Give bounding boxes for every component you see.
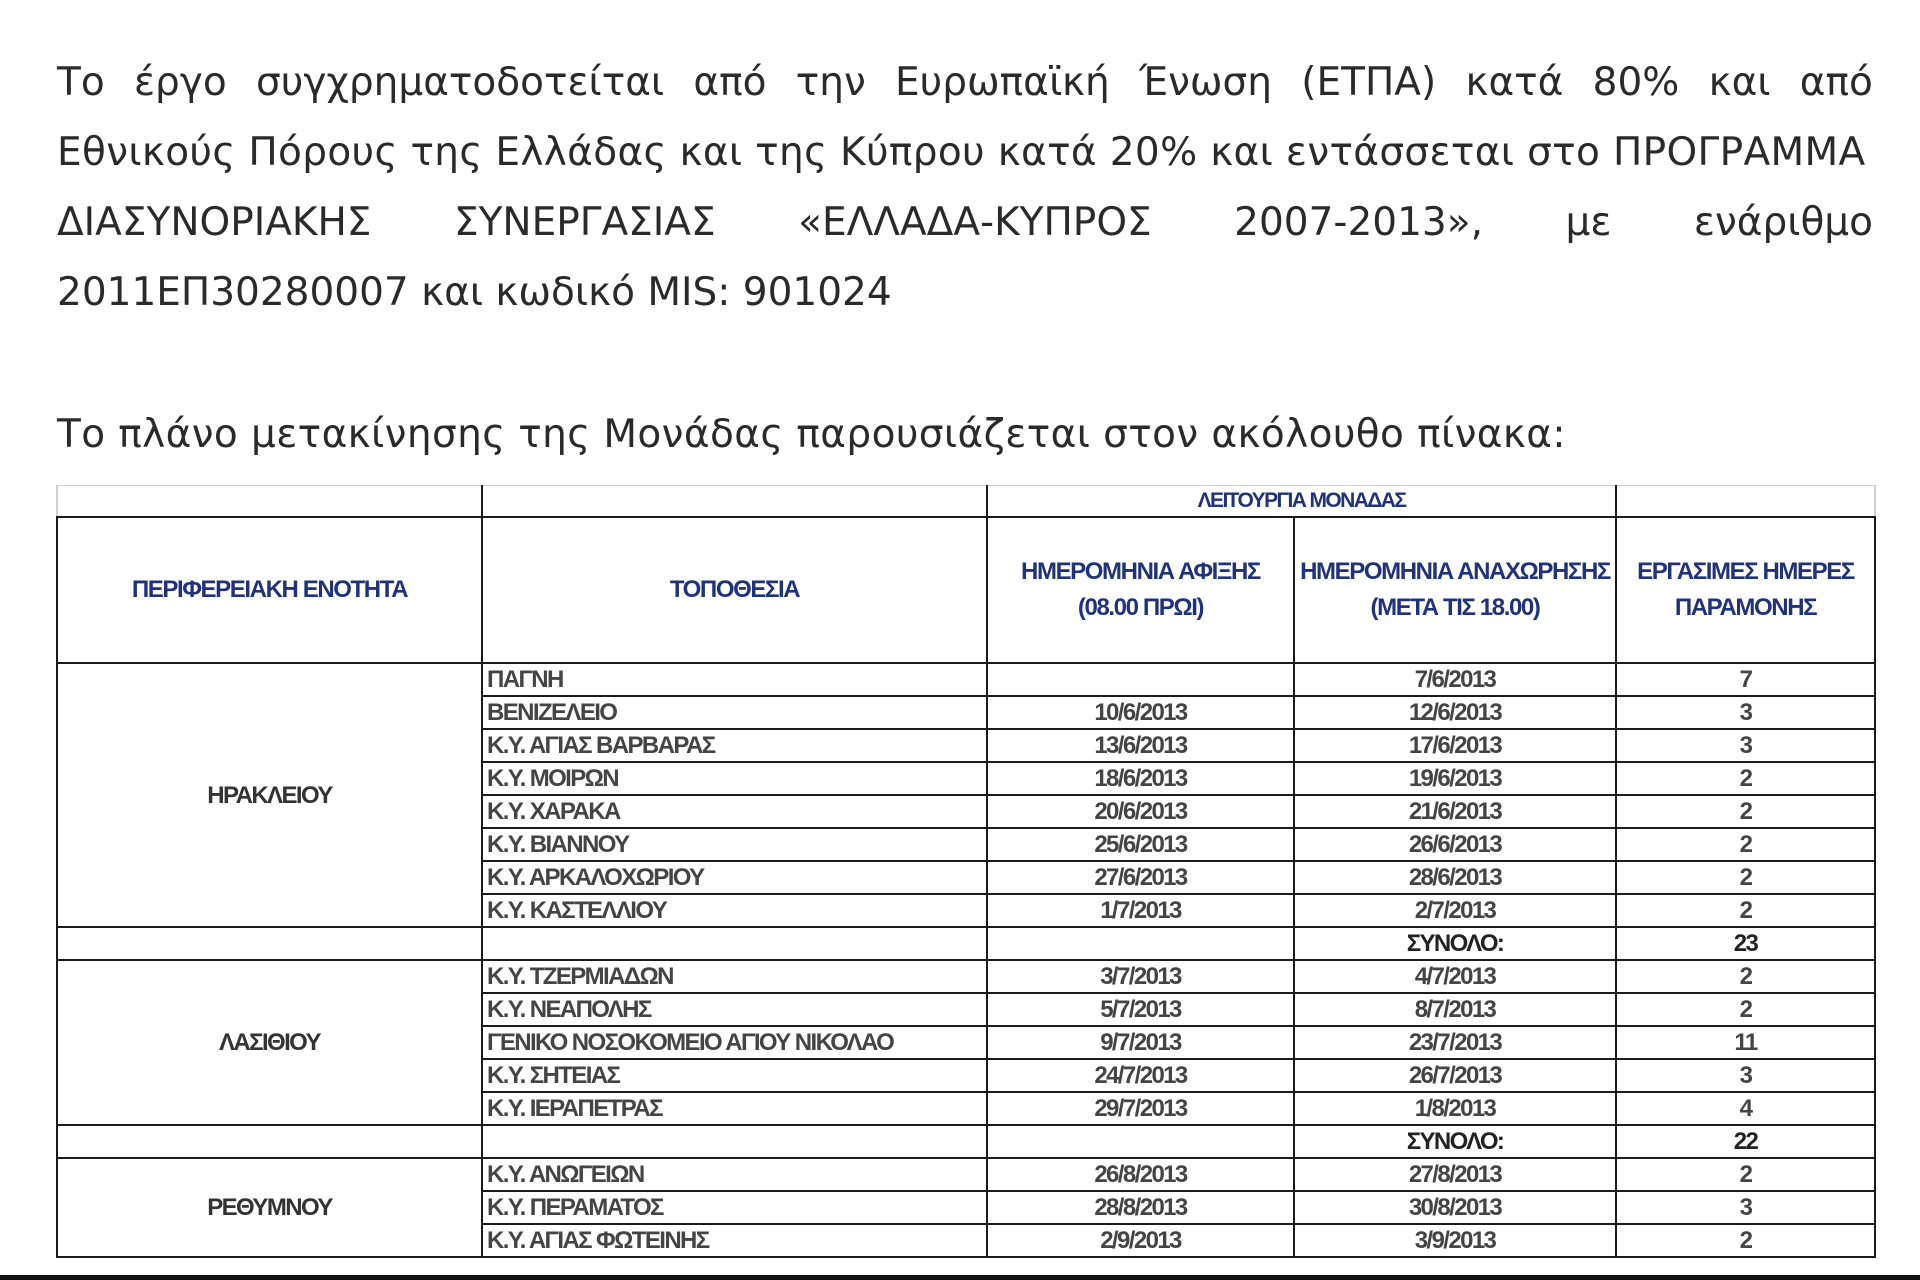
empty-cell <box>482 927 987 960</box>
days-cell: 3 <box>1616 1191 1875 1224</box>
location-cell: Κ.Υ. ΒΙΑΝΝΟΥ <box>482 828 987 861</box>
departure-cell: 30/8/2013 <box>1294 1191 1616 1224</box>
funding-paragraph <box>57 48 1873 328</box>
location-cell: ΒΕΝΙΖΕΛΕΙΟ <box>482 696 987 729</box>
word: Ένωση <box>1139 60 1272 105</box>
empty-cell <box>57 486 482 518</box>
arrival-cell: 24/7/2013 <box>987 1059 1294 1092</box>
word: 80% <box>1592 60 1680 105</box>
bottom-border <box>0 1275 1920 1280</box>
arrival-cell: 20/6/2013 <box>987 795 1294 828</box>
location-cell: ΓΕΝΙΚΟ ΝΟΣΟΚΟΜΕΙΟ ΑΓΙΟΥ ΝΙΚΟΛΑΟ <box>482 1026 987 1059</box>
location-cell: Κ.Υ. ΣΗΤΕΙΑΣ <box>482 1059 987 1092</box>
departure-cell: 21/6/2013 <box>1294 795 1616 828</box>
days-cell: 2 <box>1616 960 1875 993</box>
departure-cell: 12/6/2013 <box>1294 696 1616 729</box>
table-row <box>57 960 1875 993</box>
days-cell: 2 <box>1616 1158 1875 1191</box>
departure-cell: 2/7/2013 <box>1294 894 1616 927</box>
group-header-row <box>57 486 1875 518</box>
funding-line-1 <box>57 48 1873 118</box>
empty-cell <box>482 1125 987 1158</box>
region-cell: ΡΕΘΥΜΝΟΥ <box>57 1158 482 1257</box>
word: συγχρηματοδοτείται <box>256 60 665 105</box>
departure-cell: 28/6/2013 <box>1294 861 1616 894</box>
total-row <box>57 1125 1875 1158</box>
empty-cell <box>57 927 482 960</box>
location-cell: Κ.Υ. ΑΓΙΑΣ ΒΑΡΒΑΡΑΣ <box>482 729 987 762</box>
arrival-cell: 28/8/2013 <box>987 1191 1294 1224</box>
funding-line-3 <box>57 188 1873 258</box>
word: από <box>1799 60 1873 105</box>
unit-operation-header: ΛΕΙΤΟΥΡΓΙΑ ΜΟΝΑΔΑΣ <box>987 486 1616 518</box>
arrival-cell: 18/6/2013 <box>987 762 1294 795</box>
word: ΔΙΑΣΥΝΟΡΙΑΚΗΣ <box>57 200 372 245</box>
word: (ΕΤΠΑ) <box>1301 60 1437 105</box>
total-row <box>57 927 1875 960</box>
total-value: 22 <box>1616 1125 1875 1158</box>
word: την <box>795 60 866 105</box>
location-cell: Κ.Υ. ΙΕΡΑΠΕΤΡΑΣ <box>482 1092 987 1125</box>
region-cell: ΛΑΣΙΘΙΟΥ <box>57 960 482 1125</box>
arrival-cell: 2/9/2013 <box>987 1224 1294 1257</box>
arrival-cell: 3/7/2013 <box>987 960 1294 993</box>
empty-cell <box>482 486 987 518</box>
days-cell: 11 <box>1616 1026 1875 1059</box>
header-arrival: ΗΜΕΡΟΜΗΝΙΑ ΑΦΙΞΗΣ (08.00 ΠΡΩΙ) <box>987 517 1294 663</box>
table-row <box>57 1158 1875 1191</box>
location-cell: Κ.Υ. ΝΕΑΠΟΛΗΣ <box>482 993 987 1026</box>
arrival-cell: 13/6/2013 <box>987 729 1294 762</box>
empty-cell <box>987 1125 1294 1158</box>
days-cell: 3 <box>1616 1059 1875 1092</box>
days-cell: 2 <box>1616 795 1875 828</box>
word: και <box>1708 60 1771 105</box>
departure-cell: 27/8/2013 <box>1294 1158 1616 1191</box>
departure-cell: 4/7/2013 <box>1294 960 1616 993</box>
location-cell: Κ.Υ. ΑΡΚΑΛΟΧΩΡΙΟΥ <box>482 861 987 894</box>
days-cell: 2 <box>1616 1224 1875 1257</box>
location-cell: Κ.Υ. ΠΕΡΑΜΑΤΟΣ <box>482 1191 987 1224</box>
region-cell: ΗΡΑΚΛΕΙΟΥ <box>57 663 482 927</box>
days-cell: 3 <box>1616 729 1875 762</box>
empty-cell <box>1616 486 1875 518</box>
arrival-cell: 29/7/2013 <box>987 1092 1294 1125</box>
departure-cell: 7/6/2013 <box>1294 663 1616 696</box>
header-departure: ΗΜΕΡΟΜΗΝΙΑ ΑΝΑΧΩΡΗΣΗΣ (ΜΕΤΑ ΤΙΣ 18.00) <box>1294 517 1616 663</box>
location-cell: Κ.Υ. ΚΑΣΤΕΛΛΙΟΥ <box>482 894 987 927</box>
days-cell: 4 <box>1616 1092 1875 1125</box>
word: έργο <box>133 60 227 105</box>
word: με <box>1565 200 1612 245</box>
location-cell: Κ.Υ. ΜΟΙΡΩΝ <box>482 762 987 795</box>
total-label: ΣΥΝΟΛΟ: <box>1294 1125 1616 1158</box>
funding-line-2: Εθνικούς Πόρους της Ελλάδας και της Κύπρου κατά 20% και εντάσσεται στο ΠΡΟΓΡΑΜΜΑ <box>57 130 1866 175</box>
header-region: ΠΕΡΙΦΕΡΕΙΑΚΗ ΕΝΟΤΗΤΑ <box>57 517 482 663</box>
location-cell: Κ.Υ. ΑΓΙΑΣ ΦΩΤΕΙΝΗΣ <box>482 1224 987 1257</box>
departure-cell: 23/7/2013 <box>1294 1026 1616 1059</box>
days-cell: 2 <box>1616 894 1875 927</box>
total-value: 23 <box>1616 927 1875 960</box>
funding-line-4: 2011ΕΠ30280007 και κωδικό MIS: 901024 <box>57 270 892 315</box>
arrival-cell: 5/7/2013 <box>987 993 1294 1026</box>
relocation-plan-table <box>56 485 1876 1258</box>
word: Το <box>57 60 105 105</box>
word: ΣΥΝΕΡΓΑΣΙΑΣ <box>453 200 716 245</box>
departure-cell: 19/6/2013 <box>1294 762 1616 795</box>
table-row <box>57 663 1875 696</box>
days-cell: 2 <box>1616 861 1875 894</box>
departure-cell: 17/6/2013 <box>1294 729 1616 762</box>
location-cell: ΠΑΓΝΗ <box>482 663 987 696</box>
departure-cell: 26/6/2013 <box>1294 828 1616 861</box>
header-location: ΤΟΠΟΘΕΣΙΑ <box>482 517 987 663</box>
empty-cell <box>57 1125 482 1158</box>
arrival-cell: 27/6/2013 <box>987 861 1294 894</box>
word: «ΕΛΛΑΔΑ-ΚΥΠΡΟΣ <box>798 200 1152 245</box>
word: ενάριθμο <box>1693 200 1873 245</box>
days-cell: 3 <box>1616 696 1875 729</box>
arrival-cell: 25/6/2013 <box>987 828 1294 861</box>
departure-cell: 3/9/2013 <box>1294 1224 1616 1257</box>
days-cell: 2 <box>1616 762 1875 795</box>
word: Ευρωπαϊκή <box>895 60 1110 105</box>
location-cell: Κ.Υ. ΤΖΕΡΜΙΑΔΩΝ <box>482 960 987 993</box>
days-cell: 7 <box>1616 663 1875 696</box>
departure-cell: 1/8/2013 <box>1294 1092 1616 1125</box>
location-cell: Κ.Υ. ΑΝΩΓΕΙΩΝ <box>482 1158 987 1191</box>
word: 2007-2013», <box>1234 200 1484 245</box>
arrival-cell: 1/7/2013 <box>987 894 1294 927</box>
days-cell: 2 <box>1616 993 1875 1026</box>
header-working-days: ΕΡΓΑΣΙΜΕΣ ΗΜΕΡΕΣ ΠΑΡΑΜΟΝΗΣ <box>1616 517 1875 663</box>
departure-cell: 8/7/2013 <box>1294 993 1616 1026</box>
word: κατά <box>1465 60 1564 105</box>
arrival-cell: 26/8/2013 <box>987 1158 1294 1191</box>
column-header-row <box>57 517 1875 663</box>
arrival-cell <box>987 663 1294 696</box>
plan-intro-text: Το πλάνο μετακίνησης της Μονάδας παρουσιάζεται στον ακόλουθο πίνακα: <box>57 412 1566 457</box>
word: από <box>693 60 767 105</box>
arrival-cell: 10/6/2013 <box>987 696 1294 729</box>
departure-cell: 26/7/2013 <box>1294 1059 1616 1092</box>
empty-cell <box>987 927 1294 960</box>
location-cell: Κ.Υ. ΧΑΡΑΚΑ <box>482 795 987 828</box>
arrival-cell: 9/7/2013 <box>987 1026 1294 1059</box>
days-cell: 2 <box>1616 828 1875 861</box>
total-label: ΣΥΝΟΛΟ: <box>1294 927 1616 960</box>
